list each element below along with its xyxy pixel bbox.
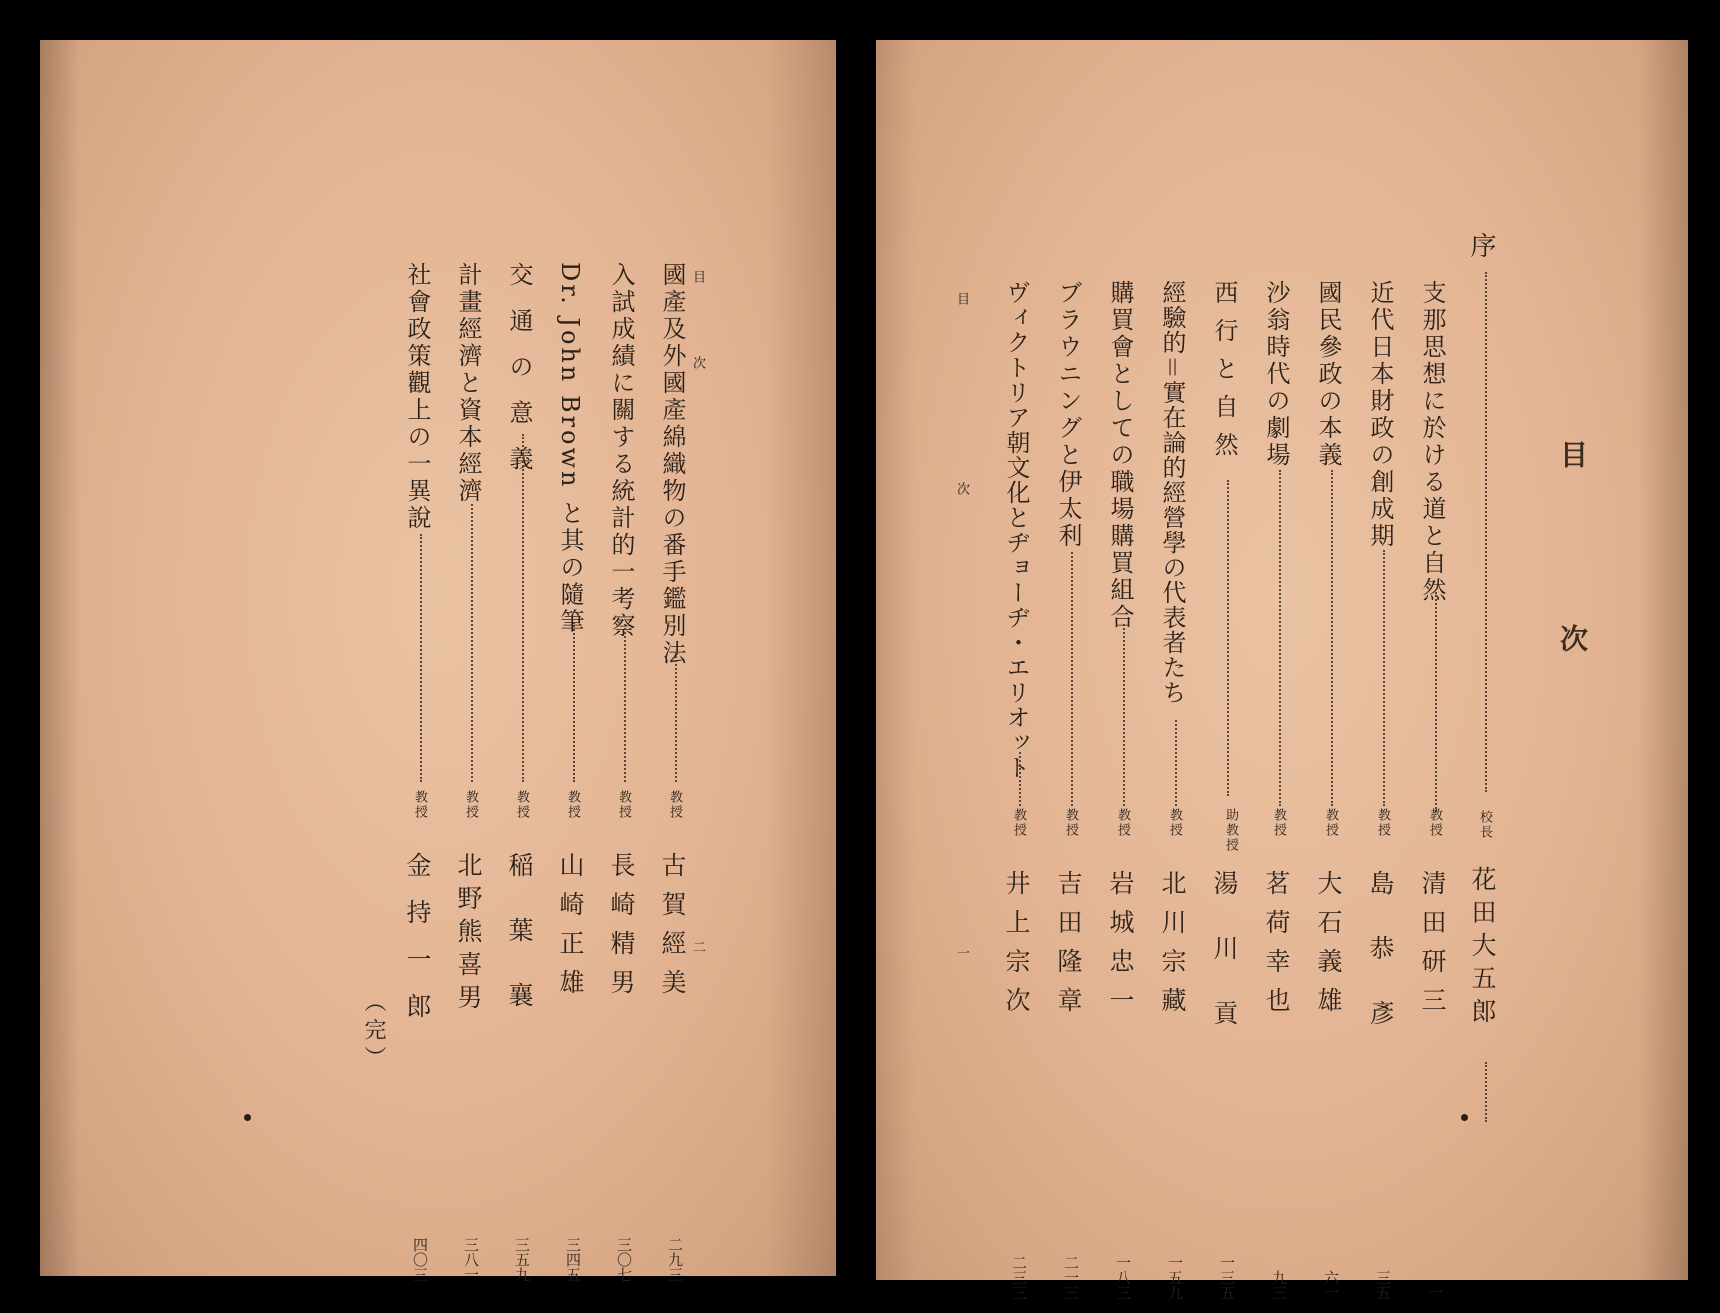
- entry-rank: 教授: [1271, 808, 1286, 838]
- leader-dots: [420, 534, 422, 782]
- toc-entry: [554, 262, 588, 1282]
- entry-page: 三五九: [513, 1237, 531, 1282]
- toc-entry: [1000, 280, 1034, 1300]
- toc-entry: [401, 262, 435, 1282]
- toc-entry: [1312, 280, 1346, 1300]
- entry-author: 花田大五郎: [1468, 866, 1497, 1031]
- entry-rank: 教授: [412, 790, 427, 820]
- entry-title: ブラウニングと伊太利: [1054, 280, 1082, 550]
- entry-title: Dr. John Brown と其の隨筆: [556, 262, 584, 636]
- entry-author: 北川宗藏: [1158, 870, 1187, 1026]
- entry-author: 長崎精男: [607, 852, 636, 1008]
- toc-entry: [1052, 280, 1086, 1300]
- toc-entry: [1416, 280, 1450, 1300]
- entry-author: 金持一郎: [403, 852, 432, 1040]
- entry-page: 二九三: [666, 1237, 684, 1282]
- toc-entry: [605, 262, 639, 1282]
- entry-rank: 教授: [1011, 808, 1026, 838]
- print-dot: [244, 1114, 251, 1121]
- entry-title: 支那思想に於ける道と自然: [1418, 280, 1446, 604]
- leader-dots: [1485, 272, 1487, 792]
- entry-author: 岩城忠一: [1106, 870, 1135, 1026]
- entry-title: 西行と自然: [1210, 280, 1238, 470]
- leader-dots: [675, 652, 677, 782]
- entry-rank: 教授: [1063, 808, 1078, 838]
- contents-heading: 目 次: [1556, 440, 1589, 716]
- toc-entry: [1466, 232, 1500, 1252]
- entry-author: 吉田隆章: [1054, 870, 1083, 1026]
- toc-entry: [1156, 280, 1190, 1300]
- entry-title: 交通の意義: [505, 262, 533, 492]
- toc-entry: [656, 262, 690, 1282]
- entry-title: 購買會としての職場購買組合: [1106, 280, 1134, 631]
- entry-title: 沙翁時代の劇場: [1262, 280, 1290, 469]
- entry-page: 四〇三: [411, 1237, 429, 1282]
- entry-author: 島恭彥: [1366, 870, 1395, 1065]
- running-head: 目 次: [954, 292, 969, 577]
- entry-page: 九三: [1270, 1270, 1288, 1300]
- entry-page: 二三三: [1010, 1255, 1028, 1300]
- leader-dots: [522, 434, 524, 782]
- entry-page: 三〇七: [615, 1237, 633, 1282]
- entry-title: 序: [1466, 232, 1496, 261]
- leader-dots: [1485, 1062, 1487, 1122]
- entry-rank: 助教授: [1223, 808, 1238, 853]
- end-mark: （完）: [361, 990, 386, 1074]
- leader-dots: [1071, 552, 1073, 806]
- entry-title: 近代日本財政の創成期: [1366, 280, 1394, 550]
- entry-title: 國產及外國產綿織物の番手鑑別法: [658, 262, 686, 667]
- entry-author: 山崎正雄: [556, 852, 585, 1008]
- entry-rank: 教授: [565, 790, 580, 820]
- toc-entry: [1104, 280, 1138, 1300]
- leader-dots: [1331, 470, 1333, 806]
- toc-entry: [503, 262, 537, 1282]
- entry-author: 清田研三: [1418, 870, 1447, 1026]
- leader-dots: [1019, 752, 1021, 806]
- toc-entry: [1208, 280, 1242, 1300]
- entry-rank: 教授: [1375, 808, 1390, 838]
- entry-author: 大石義雄: [1314, 870, 1343, 1026]
- entry-rank: 教授: [1427, 808, 1442, 838]
- leader-dots: [1383, 550, 1385, 806]
- entry-title: 經驗的＝實在論的經營學の代表者たち: [1158, 280, 1186, 705]
- leader-dots: [573, 622, 575, 782]
- leader-dots: [471, 504, 473, 782]
- toc-entry: [1364, 280, 1398, 1300]
- entry-page: 一三五: [1218, 1255, 1236, 1300]
- page-number: 二: [690, 940, 705, 953]
- leader-dots: [1175, 720, 1177, 806]
- entry-page: 一: [1426, 1285, 1444, 1300]
- entry-rank: 校長: [1477, 810, 1492, 840]
- entry-rank: 教授: [1115, 808, 1130, 838]
- entry-author: 稲葉襄: [505, 852, 534, 1047]
- entry-rank: 教授: [1167, 808, 1182, 838]
- entry-title: ヴィクトリア朝文化とヂョーヂ・エリオット: [1002, 280, 1030, 780]
- entry-title: 入試成績に關する統計的一考察: [607, 262, 635, 640]
- entry-page: 一五九: [1166, 1255, 1184, 1300]
- entry-rank: 教授: [1323, 808, 1338, 838]
- entry-title: 國民參政の本義: [1314, 280, 1342, 469]
- entry-page: 二一三: [1062, 1255, 1080, 1300]
- entry-author: 湯川貢: [1210, 870, 1239, 1065]
- entry-page: 一八三: [1114, 1255, 1132, 1300]
- leader-dots: [1123, 624, 1125, 806]
- entry-author: 井上宗次: [1002, 870, 1031, 1026]
- entry-page: 三八一: [462, 1237, 480, 1282]
- leader-dots: [1435, 592, 1437, 812]
- leader-dots: [1227, 480, 1229, 796]
- entry-rank: 教授: [514, 790, 529, 820]
- toc-entry: [452, 262, 486, 1282]
- entry-page: 三五: [1374, 1270, 1392, 1300]
- running-head: 目 次: [690, 270, 705, 399]
- entry-page: 三四五: [564, 1237, 582, 1282]
- entry-rank: 教授: [463, 790, 478, 820]
- page-number: 一: [954, 946, 969, 959]
- entry-rank: 教授: [616, 790, 631, 820]
- entry-author: 北野熊喜男: [454, 852, 483, 1017]
- entry-author: 茗荷幸也: [1262, 870, 1291, 1026]
- print-dot: [1461, 1114, 1468, 1121]
- leader-dots: [624, 624, 626, 782]
- right-page: [876, 40, 1688, 1300]
- entry-title: 社會政策觀上の一異說: [403, 262, 431, 532]
- entry-author: 古賀經美: [658, 852, 687, 1008]
- left-page: [40, 40, 836, 1282]
- leader-dots: [1279, 470, 1281, 806]
- entry-page: 六一: [1322, 1270, 1340, 1300]
- entry-title: 計畫經濟と資本經濟: [454, 262, 482, 505]
- toc-entry: [1260, 280, 1294, 1300]
- entry-rank: 教授: [667, 790, 682, 820]
